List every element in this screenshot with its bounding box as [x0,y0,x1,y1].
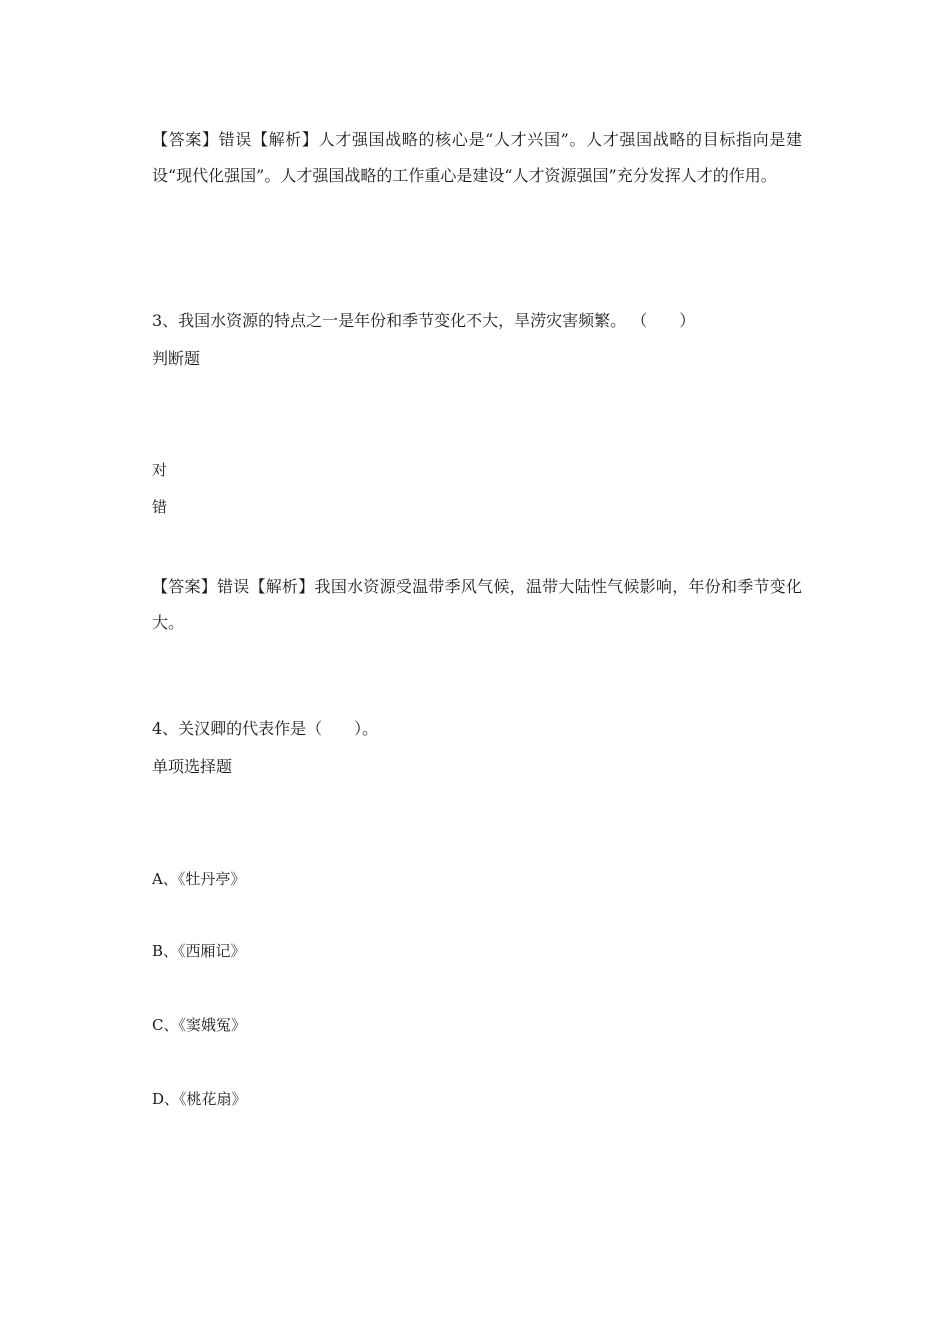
question-text: 3、我国水资源的特点之一是年份和季节变化不大，旱涝灾害频繁。 （ ） [152,311,696,330]
option-true[interactable]: 对 [152,461,168,479]
answer-text: 【答案】错误【解析】人才强国战略的核心是“人才兴国”。人才强国战略的目标指向是建设“现代化强国”。人才强国战略的工作重心是建设“人才资源强国”充分发挥人才的作用。 [152,130,802,185]
question-3-type [152,349,802,369]
option-b[interactable]: B、《西厢记》 [152,942,246,960]
question-text: 4、关汉卿的代表作是（ ）。 [152,719,379,738]
question-4-type [152,757,802,777]
question-3-prompt [152,311,802,331]
option-d[interactable]: D、《桃花扇》 [152,1090,247,1108]
option-a[interactable]: A、《牡丹亭》 [152,870,246,888]
answer-text: 【答案】错误【解析】我国水资源受温带季风气候，温带大陆性气候影响，年份和季节变化大。 [152,577,802,632]
question-type-label: 单项选择题 [152,757,233,776]
answer-explanation-q3 [152,569,802,641]
question-4-prompt [152,719,802,739]
option-c[interactable]: C、《窦娥冤》 [152,1016,246,1034]
option-false[interactable]: 错 [152,498,168,516]
answer-explanation-q2 [152,122,802,194]
question-type-label: 判断题 [152,349,201,368]
